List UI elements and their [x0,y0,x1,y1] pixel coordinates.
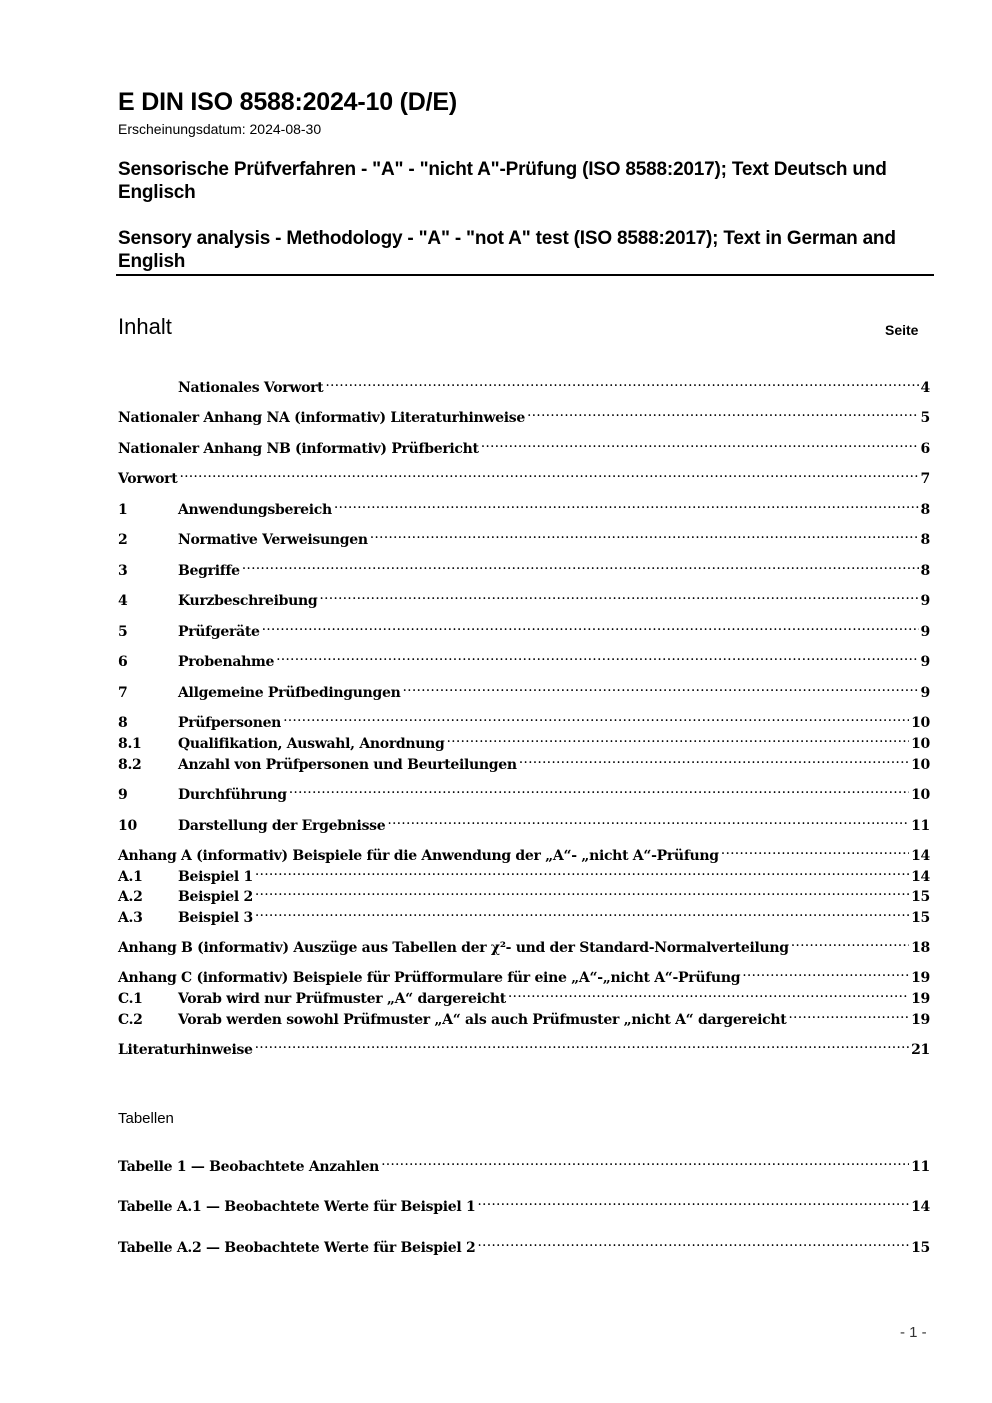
toc-entry-label: Vorwort [118,471,178,487]
toc-entry-label: Prüfpersonen [178,715,282,731]
toc-entry-number: 4 [118,593,128,609]
toc-entry-number: 8.2 [118,757,142,773]
table-entry-a-2[interactable] [118,1232,930,1256]
toc-entry-number: 3 [118,563,128,579]
toc-entry-number: A.1 [118,869,143,885]
toc-entry-page: 19 [911,970,930,986]
document-title: E DIN ISO 8588:2024-10 (D/E) [118,88,457,116]
dot-leader [283,707,909,727]
toc-entry-c-1[interactable] [118,983,930,1007]
toc-entry-number: 10 [118,818,137,834]
toc-entry-8-2[interactable] [118,749,930,773]
toc-entry-page: 10 [911,757,930,773]
dot-leader [721,840,909,860]
table-entry-page: 11 [911,1159,930,1175]
toc-entry-label: Allgemeine Prüfbedingungen [178,685,401,701]
dot-leader [276,646,918,666]
tables-heading: Tabellen [118,1110,174,1127]
toc-entry-page: 9 [920,593,930,609]
toc-entry-label: Nationaler Anhang NB (informativ) Prüfbericht [118,441,479,457]
dot-leader [788,1004,909,1024]
table-entry-1[interactable] [118,1151,930,1175]
toc-entry-anhang-a[interactable] [118,840,930,864]
toc-entry-anhang-b[interactable] [118,932,930,956]
toc-entry-page: 10 [911,736,930,752]
dot-leader [325,372,918,392]
toc-entry-number: 8 [118,715,128,731]
title-german: Sensorische Prüfverfahren - "A" - "nicht A"-Prüfung (ISO 8588:2017); Text Deutsch und Englisch [118,159,887,203]
toc-entry-number: 1 [118,502,128,518]
table-entry-label: Tabelle A.1 — Beobachtete Werte für Beispiel 1 [118,1199,476,1215]
dot-leader [387,810,909,830]
toc-entry-page: 15 [911,889,930,905]
toc-entry-page: 9 [920,624,930,640]
toc-entry-8[interactable] [118,707,930,731]
toc-entry-label: Durchführung [178,787,287,803]
toc-entry-number: C.1 [118,991,143,1007]
dot-leader [519,749,909,769]
dot-leader [477,1191,909,1211]
table-entry-page: 15 [911,1240,930,1256]
toc-entry-label: Anhang C (informativ) Beispiele für Prüfformulare für eine „A“-„nicht A“-Prüfung [118,970,741,986]
dot-leader [447,728,910,748]
toc-entry-5[interactable] [118,616,930,640]
toc-entry-7[interactable] [118,677,930,701]
toc-entry-1[interactable] [118,494,930,518]
dot-leader [477,1232,909,1252]
toc-entry-number: 9 [118,787,128,803]
toc-entry-label: Nationales Vorwort [178,380,324,396]
toc-entry-label: Anhang B (informativ) Auszüge aus Tabellen der χ²- und der Standard-Normalverteilung [118,940,789,956]
toc-entry-page: 6 [920,441,930,457]
toc-entry-anhang-na[interactable] [118,402,930,426]
dot-leader [179,463,918,483]
toc-entry-label: Vorab wird nur Prüfmuster „A“ dargereicht [178,991,506,1007]
toc-entry-page: 14 [911,869,930,885]
toc-entry-page: 18 [911,940,930,956]
toc-entry-label: Kurzbeschreibung [178,593,318,609]
toc-entry-page: 7 [920,471,930,487]
table-entry-a-1[interactable] [118,1191,930,1215]
toc-entry-page: 19 [911,991,930,1007]
header-divider [116,274,934,276]
toc-entry-number: 7 [118,685,128,701]
toc-entry-8-1[interactable] [118,728,930,752]
dot-leader [319,585,918,605]
toc-entry-a-2[interactable] [118,881,930,905]
toc-entry-label: Beispiel 1 [178,869,253,885]
dot-leader [255,1034,909,1054]
toc-entry-label: Beispiel 3 [178,910,253,926]
toc-entry-page: 4 [920,380,930,396]
toc-entry-literaturhinweise[interactable] [118,1034,930,1058]
page-number: - 1 - [900,1324,927,1341]
toc-entry-page: 10 [911,715,930,731]
toc-entry-page: 10 [911,787,930,803]
toc-entry-label: Anhang A (informativ) Beispiele für die Anwendung der „A“- „nicht A“-Prüfung [118,848,719,864]
toc-entry-2[interactable] [118,524,930,548]
toc-entry-anhang-nb[interactable] [118,433,930,457]
toc-entry-9[interactable] [118,779,930,803]
toc-entry-4[interactable] [118,585,930,609]
toc-page-label: Seite [885,322,919,338]
toc-entry-number: A.3 [118,910,143,926]
dot-leader [791,932,909,952]
toc-entry-label: Qualifikation, Auswahl, Anordnung [178,736,445,752]
toc-entry-nationales-vorwort[interactable] [118,372,930,396]
toc-entry-6[interactable] [118,646,930,670]
toc-entry-label: Probenahme [178,654,275,670]
toc-entry-page: 15 [911,910,930,926]
dot-leader [255,902,909,922]
toc-entry-page: 5 [920,410,930,426]
toc-entry-label: Literaturhinweise [118,1042,253,1058]
toc-entry-number: 8.1 [118,736,142,752]
toc-entry-vorwort[interactable] [118,463,930,487]
dot-leader [527,402,919,422]
dot-leader [289,779,909,799]
title-english: Sensory analysis - Methodology - "A" - "not A" test (ISO 8588:2017); Text in German and English [118,228,896,272]
toc-entry-page: 9 [920,654,930,670]
toc-entry-page: 14 [911,848,930,864]
toc-entry-c-2[interactable] [118,1004,930,1028]
toc-entry-page: 11 [911,818,930,834]
toc-entry-label: Prüfgeräte [178,624,260,640]
toc-entry-label: Vorab werden sowohl Prüfmuster „A“ als auch Prüfmuster „nicht A“ dargereicht [178,1012,787,1028]
toc-entry-anhang-c[interactable] [118,962,930,986]
toc-entry-a-1[interactable] [118,861,930,885]
toc-entry-label: Beispiel 2 [178,889,253,905]
dot-leader [370,524,919,544]
publication-date: Erscheinungsdatum: 2024-08-30 [118,121,322,137]
toc-entry-label: Begriffe [178,563,240,579]
toc-entry-a-3[interactable] [118,902,930,926]
dot-leader [262,616,919,636]
toc-entry-3[interactable] [118,555,930,579]
toc-entry-page: 8 [920,532,930,548]
toc-entry-number: 2 [118,532,128,548]
dot-leader [242,555,919,575]
dot-leader [255,881,909,901]
dot-leader [481,433,919,453]
table-entry-label: Tabelle 1 — Beobachtete Anzahlen [118,1159,380,1175]
toc-entry-page: 8 [920,502,930,518]
dot-leader [403,677,919,697]
toc-entry-10[interactable] [118,810,930,834]
toc-heading: Inhalt [118,314,172,339]
toc-entry-label: Anzahl von Prüfpersonen und Beurteilungen [178,757,517,773]
toc-entry-number: A.2 [118,889,143,905]
toc-entry-page: 21 [911,1042,930,1058]
table-entry-label: Tabelle A.2 — Beobachtete Werte für Beispiel 2 [118,1240,476,1256]
dot-leader [381,1151,909,1171]
toc-entry-page: 9 [920,685,930,701]
dot-leader [334,494,919,514]
dot-leader [508,983,909,1003]
dot-leader [742,962,909,982]
toc-entry-page: 19 [911,1012,930,1028]
toc-entry-number: C.2 [118,1012,143,1028]
toc-entry-number: 5 [118,624,128,640]
toc-entry-label: Darstellung der Ergebnisse [178,818,386,834]
table-entry-page: 14 [911,1199,930,1215]
toc-entry-number: 6 [118,654,128,670]
toc-entry-label: Anwendungsbereich [178,502,332,518]
toc-entry-page: 8 [920,563,930,579]
toc-entry-label: Normative Verweisungen [178,532,368,548]
toc-entry-label: Nationaler Anhang NA (informativ) Literaturhinweise [118,410,525,426]
dot-leader [255,861,909,881]
